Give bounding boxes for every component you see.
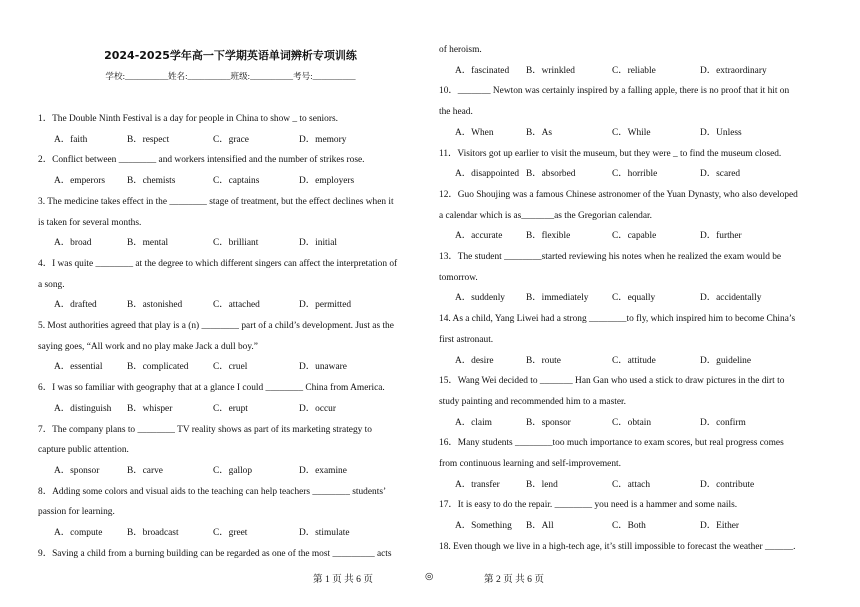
answer-option[interactable]: C．Both: [612, 521, 646, 532]
question-text-line: 15．Wang Wei decided to _______ Han Gan who used a stick to draw pictures in the dirt to: [439, 376, 785, 387]
student-info-line: 学校:__________姓名:__________班级:__________考号:__________: [105, 71, 356, 81]
answer-option[interactable]: D．unaware: [299, 362, 347, 373]
answer-option[interactable]: B．broadcast: [127, 528, 179, 538]
question-text-line: 11．Visitors got up earlier to visit the museum, but they were _ to find the museum closed.: [439, 148, 782, 159]
answer-option[interactable]: D．confirm: [700, 417, 746, 428]
answer-option[interactable]: C．brilliant: [213, 238, 259, 249]
answer-option[interactable]: B．flexible: [526, 231, 571, 242]
question-text-line: 18. Even though we live in a high-tech age, it’s still impossible to forecast the weather ______.: [439, 541, 796, 552]
answer-option[interactable]: C．horrible: [612, 169, 658, 180]
answer-option[interactable]: A．disappointed: [455, 169, 520, 180]
answer-option[interactable]: A．claim: [455, 417, 492, 428]
answer-option[interactable]: B．mental: [127, 238, 169, 249]
question-text-line: 7．The company plans to ________ TV reality shows as part of its marketing strategy to: [38, 424, 372, 435]
question-text-line: 6．I was so familiar with geography that at a glance I could ________ China from America.: [38, 383, 385, 394]
question-text-line: of heroism.: [439, 45, 482, 55]
question-text-line: 13．The student ________started reviewing his notes when he realized the exam would be: [439, 252, 782, 262]
page-title: 2024-2025学年高一下学期英语单词辨析专项训练: [104, 49, 357, 62]
question-text-line: capture public attention.: [38, 445, 129, 456]
question-text-line: study painting and recommended him to a master.: [439, 396, 626, 407]
answer-option[interactable]: A．desire: [455, 355, 494, 366]
question-text-line: tomorrow.: [439, 272, 478, 283]
answer-option[interactable]: D．permitted: [299, 300, 352, 311]
answer-option[interactable]: D．examine: [299, 465, 347, 476]
answer-option[interactable]: B．chemists: [127, 176, 176, 187]
answer-option[interactable]: B．whisper: [127, 403, 173, 414]
question-text-line: 9．Saving a child from a burning building can be regarded as one of the most _________ acts: [38, 548, 392, 559]
answer-option[interactable]: A．suddenly: [455, 293, 505, 304]
answer-option[interactable]: C．greet: [213, 528, 248, 538]
question-text-line: saying goes, “All work and no play make Jack a dull boy.”: [38, 341, 258, 352]
answer-option[interactable]: D．Unless: [700, 127, 742, 138]
answer-option[interactable]: C．reliable: [612, 65, 656, 76]
question-text-line: the head.: [439, 107, 473, 118]
answer-option[interactable]: C．gallop: [213, 465, 253, 476]
answer-option[interactable]: B．All: [526, 521, 554, 532]
answer-option[interactable]: B．As: [526, 127, 553, 138]
answer-option[interactable]: D．employers: [299, 176, 355, 187]
question-text-line: 2．Conflict between ________ and workers intensified and the number of strikes rose.: [38, 155, 365, 166]
question-text-line: 16．Many students ________too much importance to exam scores, but real progress comes: [439, 438, 784, 449]
question-text-line: a calendar which is as_______as the Gregorian calendar.: [439, 210, 652, 221]
answer-option[interactable]: D．Either: [700, 521, 740, 532]
answer-option[interactable]: C．grace: [213, 134, 249, 145]
answer-option[interactable]: A．fascinated: [455, 65, 510, 76]
answer-option[interactable]: A．accurate: [455, 231, 503, 242]
answer-option[interactable]: C．equally: [612, 293, 656, 304]
answer-option[interactable]: D．stimulate: [299, 528, 350, 538]
answer-option[interactable]: C．capable: [612, 231, 657, 242]
answer-option[interactable]: A．faith: [54, 134, 88, 145]
question-text-line: first astronaut.: [439, 334, 494, 345]
answer-option[interactable]: A．transfer: [455, 479, 500, 490]
question-text-line: passion for learning.: [38, 507, 115, 518]
answer-option[interactable]: D．further: [700, 231, 742, 242]
answer-option[interactable]: B．immediately: [526, 293, 589, 304]
question-text-line: from continuous learning and self-improvement.: [439, 459, 621, 469]
answer-option[interactable]: B．sponsor: [526, 417, 571, 428]
answer-option[interactable]: B．complicated: [127, 362, 189, 373]
answer-option[interactable]: C．attach: [612, 479, 651, 490]
answer-option[interactable]: A．broad: [54, 238, 92, 249]
answer-option[interactable]: D．extraordinary: [700, 65, 767, 76]
answer-option[interactable]: B．absorbed: [526, 169, 576, 180]
question-text-line: 3. The medicine takes effect in the ________ stage of treatment, but the effect declines when it: [38, 196, 394, 207]
answer-option[interactable]: D．contribute: [700, 479, 755, 490]
answer-option[interactable]: D．initial: [299, 238, 338, 249]
answer-option[interactable]: D．accidentally: [700, 293, 762, 304]
answer-option[interactable]: D．guideline: [700, 355, 752, 366]
answer-option[interactable]: C．erupt: [213, 403, 248, 414]
question-text-line: 1．The Double Ninth Festival is a day for people in China to show _ to seniors.: [38, 114, 338, 124]
answer-option[interactable]: C．attached: [213, 300, 260, 311]
answer-option[interactable]: D．occur: [299, 403, 336, 414]
footer-right-page: 第 2 页 共 6 页: [484, 574, 544, 585]
answer-option[interactable]: B．astonished: [127, 300, 183, 311]
question-text-line: 17．It is easy to do the repair. ________ you need is a hammer and some nails.: [439, 500, 738, 511]
answer-option[interactable]: C．cruel: [213, 362, 248, 373]
answer-option[interactable]: B．respect: [127, 134, 170, 145]
answer-option[interactable]: B．carve: [127, 465, 163, 476]
answer-option[interactable]: C．captains: [213, 176, 260, 187]
question-text-line: is taken for several months.: [38, 217, 142, 228]
footer-center-mark: ◎: [425, 571, 434, 582]
answer-option[interactable]: C．attitude: [612, 355, 656, 366]
question-text-line: 10．_______ Newton was certainly inspired by a falling apple, there is no proof that it hit on: [439, 86, 790, 97]
answer-option[interactable]: D．memory: [299, 134, 347, 145]
answer-option[interactable]: A．distinguish: [54, 403, 112, 414]
question-text-line: a song.: [38, 279, 65, 290]
answer-option[interactable]: A．When: [455, 127, 494, 138]
answer-option[interactable]: A．emperors: [54, 176, 106, 187]
answer-option[interactable]: A．Something: [455, 521, 512, 532]
answer-option[interactable]: B．lend: [526, 479, 558, 490]
answer-option[interactable]: A．sponsor: [54, 465, 100, 476]
answer-option[interactable]: C．While: [612, 127, 651, 138]
answer-option[interactable]: A．compute: [54, 528, 103, 538]
question-text-line: 12．Guo Shoujing was a famous Chinese astronomer of the Yuan Dynasty, who also developed: [439, 189, 798, 200]
question-text-line: 5. Most authorities agreed that play is a (n) ________ part of a child’s development. Just as the: [38, 321, 394, 331]
answer-option[interactable]: A．drafted: [54, 300, 97, 311]
footer-left-page: 第 1 页 共 6 页: [313, 574, 373, 585]
answer-option[interactable]: A．essential: [54, 362, 103, 373]
answer-option[interactable]: B．wrinkled: [526, 65, 575, 76]
question-text-line: 14. As a child, Yang Liwei had a strong ________to fly, which inspired him to become China’s: [439, 314, 796, 325]
question-text-line: 4．I was quite ________ at the degree to which different singers can affect the interpretation of: [38, 258, 398, 269]
answer-option[interactable]: D．scared: [700, 169, 741, 180]
answer-option[interactable]: C．obtain: [612, 417, 652, 428]
question-text-line: 8．Adding some colors and visual aids to the teaching can help teachers ________ students’: [38, 486, 387, 497]
answer-option[interactable]: B．route: [526, 355, 561, 366]
